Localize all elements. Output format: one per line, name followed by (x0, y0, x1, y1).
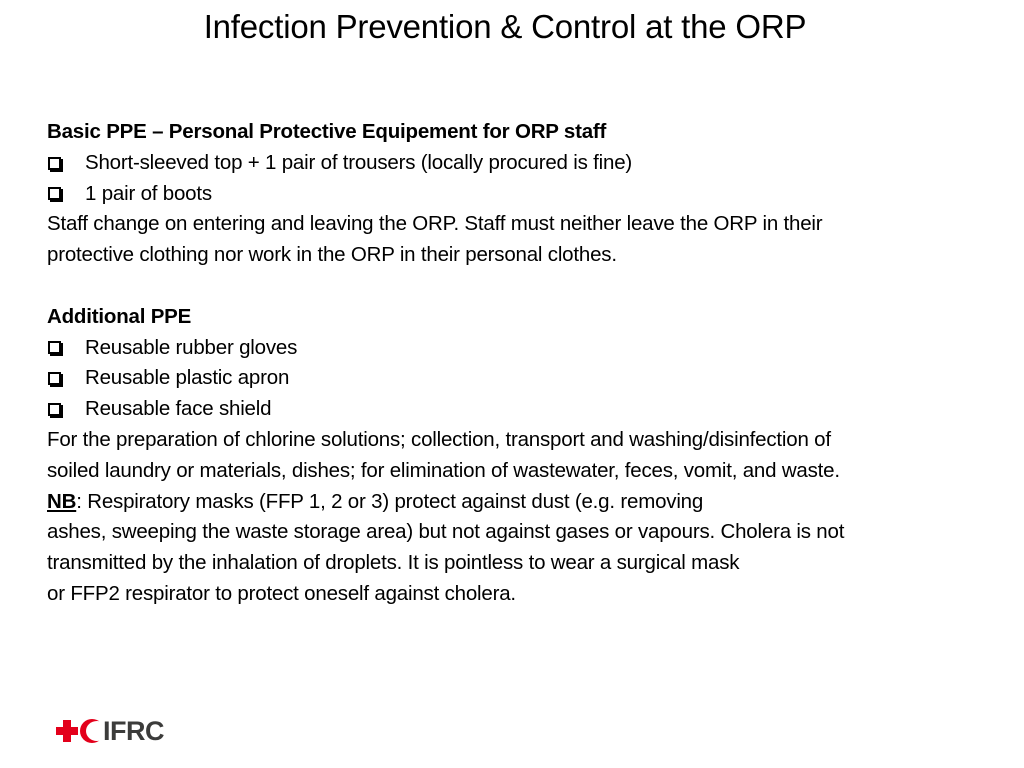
additional-ppe-item (47, 394, 1007, 425)
checkbox-bullet-icon (48, 187, 61, 200)
checkbox-bullet-icon (48, 372, 61, 385)
additional-ppe-heading: Additional PPE (47, 304, 192, 328)
red-crescent-icon (80, 719, 100, 743)
basic-ppe-item (47, 148, 1007, 179)
additional-ppe-item-text: Reusable plastic apron (85, 366, 290, 390)
basic-ppe-heading: Basic PPE – Personal Protective Equipement for ORP staff (47, 120, 607, 143)
basic-ppe-item-text: Short-sleeved top + 1 pair of trousers (locally procured is fine) (85, 150, 633, 174)
nb-text: : Respiratory masks (FFP 1, 2 or 3) protect against dust (e.g. removing (76, 489, 704, 513)
additional-ppe-item (47, 333, 1007, 364)
basic-ppe-item-text: 1 pair of boots (85, 181, 212, 205)
ifrc-logo (56, 716, 164, 746)
nb-note-line: ashes, sweeping the waste storage area) but not against gases or vapours. Cholera is not (47, 520, 845, 544)
additional-ppe-item (47, 363, 1007, 394)
nb-label: NB (47, 489, 77, 513)
section-spacer (47, 271, 1007, 302)
basic-ppe-note-line: Staff change on entering and leaving the ORP. Staff must neither leave the ORP in their (47, 212, 823, 236)
nb-note-line: transmitted by the inhalation of droplets. It is pointless to wear a surgical mask (47, 551, 740, 575)
additional-ppe-item-text: Reusable rubber gloves (85, 335, 298, 359)
ifrc-logo-text: IFRC (103, 716, 164, 746)
checkbox-bullet-icon (48, 341, 61, 354)
slide-content (47, 117, 1007, 610)
nb-note-line: or FFP2 respirator to protect oneself against cholera. (47, 581, 516, 605)
slide-title: Infection Prevention & Control at the ORP (203, 8, 807, 45)
red-cross-icon (56, 720, 78, 742)
checkbox-bullet-icon (48, 157, 61, 170)
nb-note-line (47, 487, 1007, 518)
additional-ppe-item-text: Reusable face shield (85, 397, 272, 421)
basic-ppe-item (47, 179, 1007, 210)
checkbox-bullet-icon (48, 403, 61, 416)
additional-ppe-purpose-line: For the preparation of chlorine solutions; collection, transport and washing/disinfection of (47, 427, 831, 451)
basic-ppe-note-line: protective clothing nor work in the ORP in their personal clothes. (47, 243, 617, 267)
additional-ppe-purpose-line: soiled laundry or materials, dishes; for elimination of wastewater, feces, vomit, and waste. (47, 458, 840, 482)
